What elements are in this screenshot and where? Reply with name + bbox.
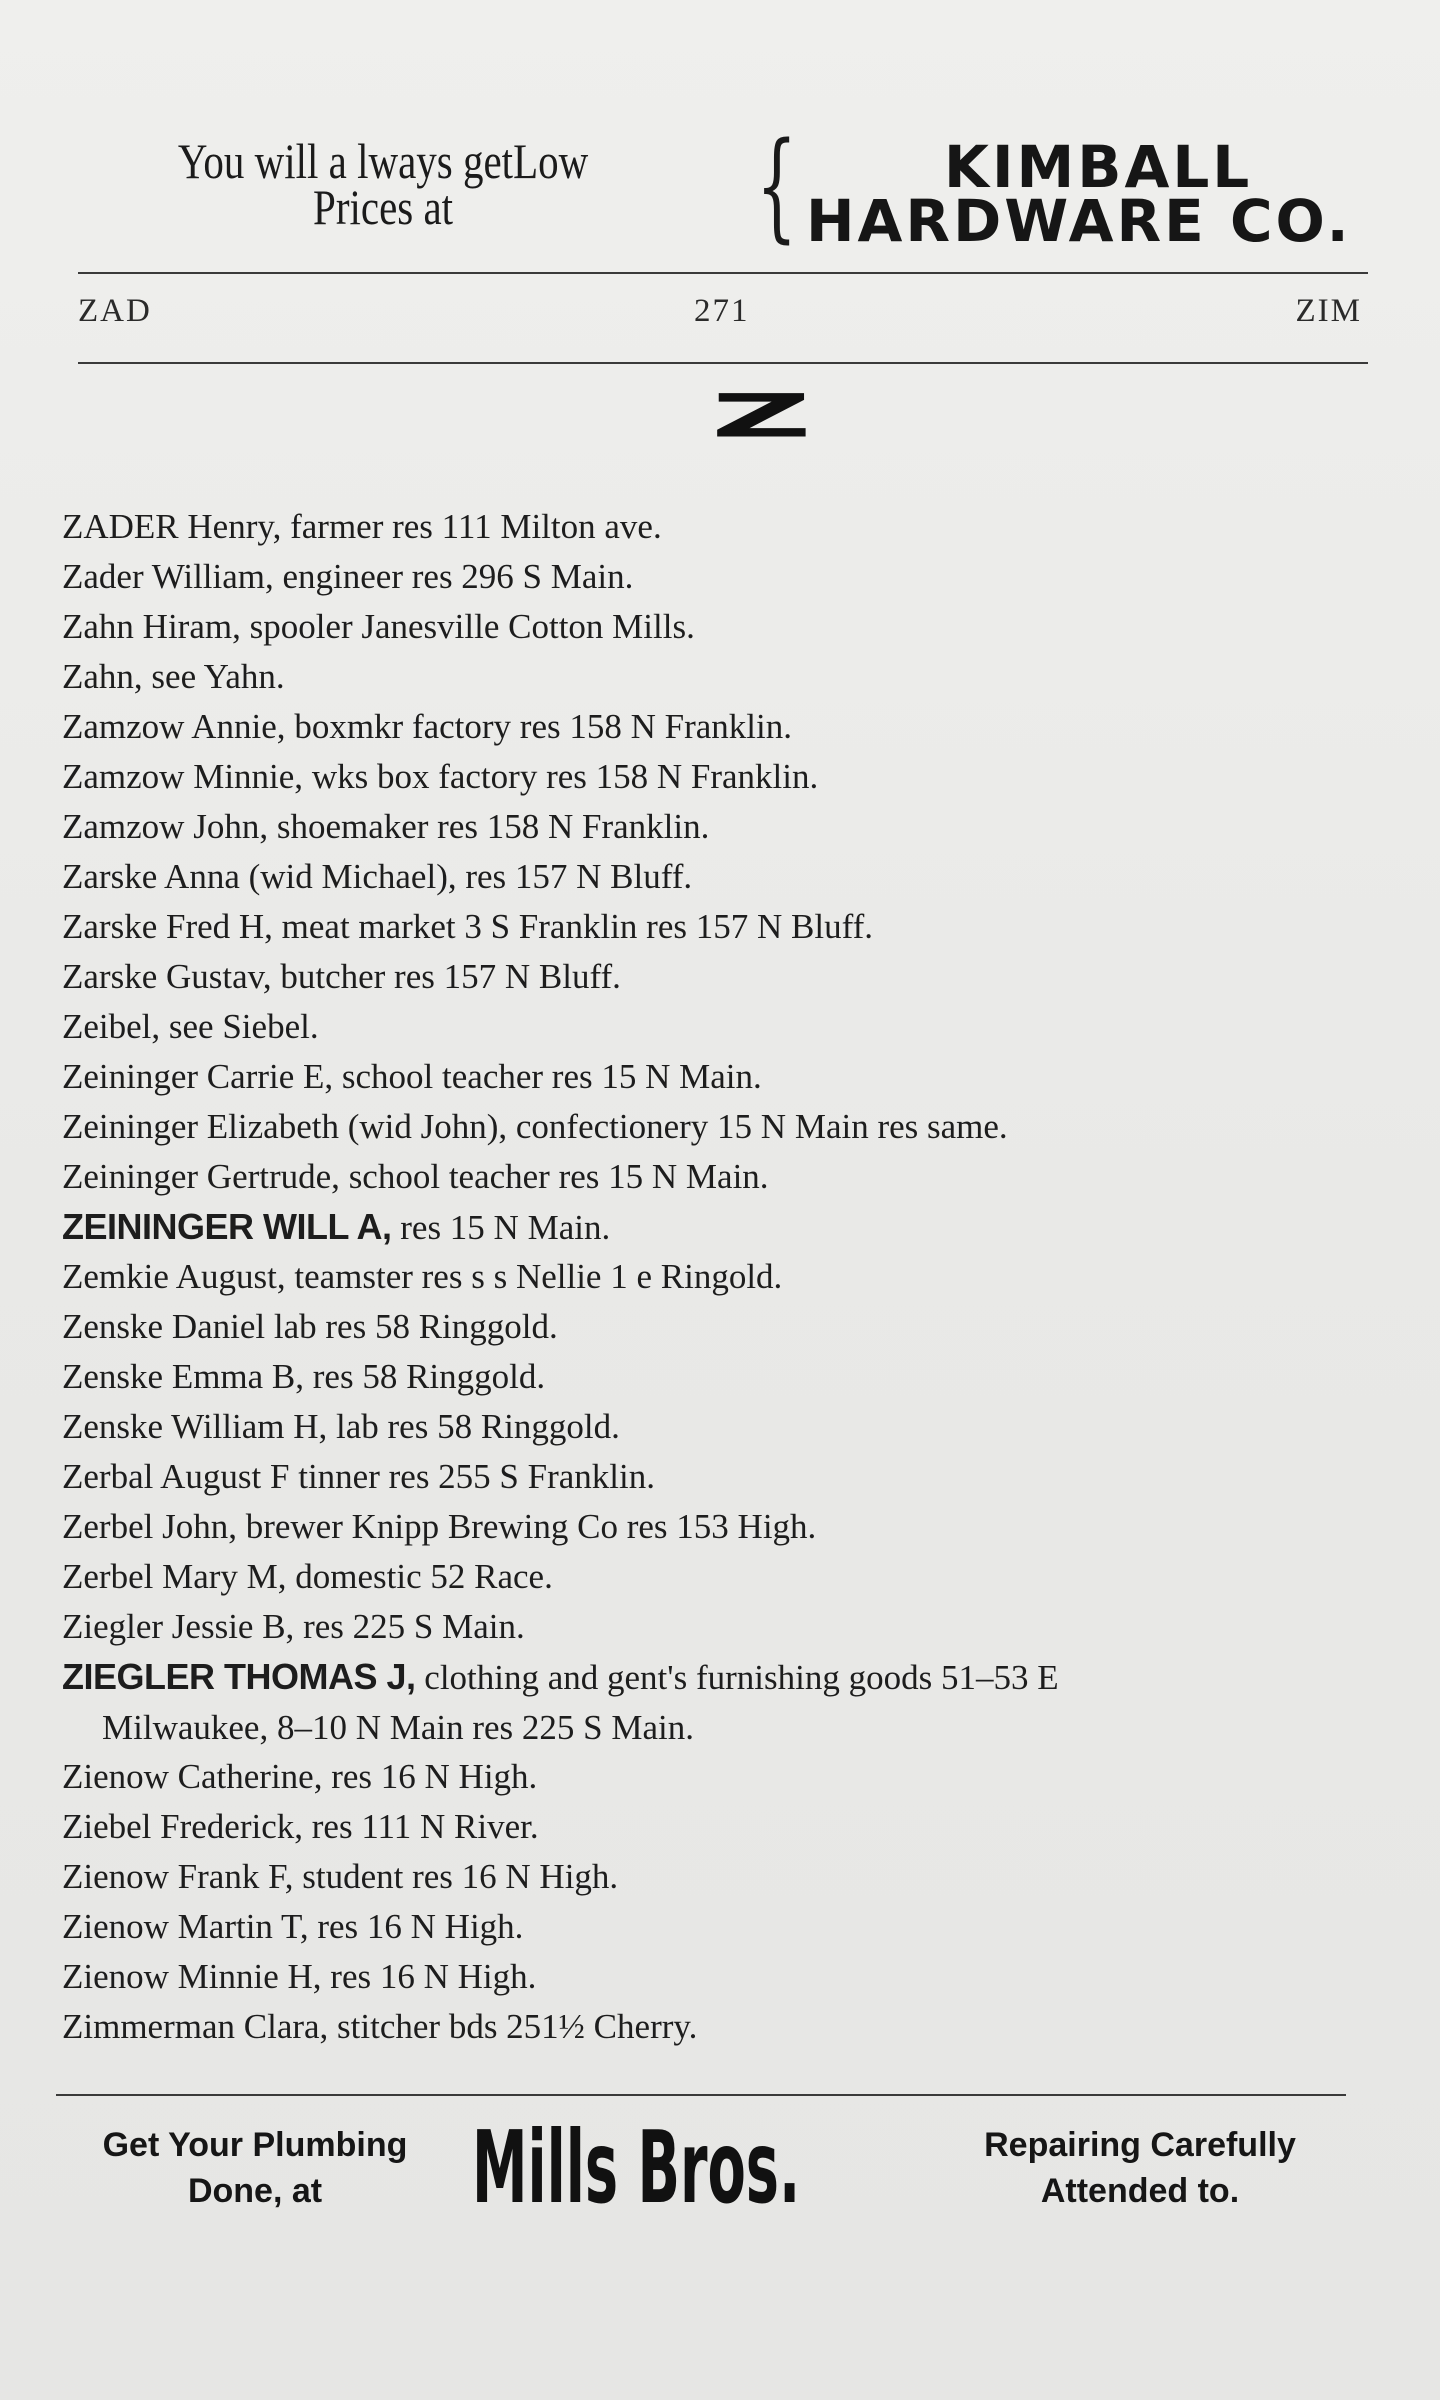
entry-name: Zamzow Annie,: [62, 707, 286, 746]
entry-name: ZIEGLER THOMAS J,: [62, 1656, 416, 1697]
entry-name: Zemkie August,: [62, 1257, 286, 1296]
directory-entry: [62, 1352, 1362, 1402]
entry-details: butcher res 157 N Bluff.: [280, 957, 621, 996]
entry-name: ZADER Henry,: [62, 507, 282, 546]
entry-details: (wid Michael), res 157 N Bluff.: [248, 857, 693, 896]
directory-entry: [62, 652, 1362, 702]
top-advertisement: [78, 116, 1368, 262]
entry-name: Zamzow John,: [62, 807, 269, 846]
page-number: 271: [694, 293, 750, 329]
top-ad-slogan: [78, 133, 688, 235]
entry-name: Zienow Frank F,: [62, 1857, 294, 1896]
directory-listings: [62, 502, 1362, 2052]
directory-entry: [62, 1102, 1362, 1152]
entry-details: lab res 58 Ringgold.: [273, 1307, 558, 1346]
directory-entry: [62, 552, 1362, 602]
entry-details: farmer res 111 Milton ave.: [290, 507, 662, 546]
entry-details: meat market 3 S Franklin res 157 N Bluff.: [281, 907, 873, 946]
directory-entry: [62, 752, 1362, 802]
directory-entry: [62, 852, 1362, 902]
entry-continuation: Milwaukee, 8–10 N Main res 225 S Main.: [102, 1708, 695, 1747]
entry-name: Zienow Martin T,: [62, 1907, 309, 1946]
header-rule: [78, 362, 1368, 364]
entry-details: wks box factory res 158 N Franklin.: [311, 757, 819, 796]
entry-details: school teacher res 15 N Main.: [341, 1057, 762, 1096]
entry-details: stitcher bds 251½ Cherry.: [337, 2007, 698, 2046]
top-rule: [78, 272, 1368, 274]
directory-entry: [62, 1952, 1362, 2002]
top-ad-brace: {: [756, 116, 798, 254]
directory-entry: [62, 952, 1362, 1002]
entry-details: brewer Knipp Brewing Co res 153 High.: [245, 1507, 817, 1546]
entry-name: Zamzow Minnie,: [62, 757, 304, 796]
entry-name: Zenske Emma B,: [62, 1357, 305, 1396]
bottom-ad-right-line2: Attended to.: [1040, 2172, 1240, 2210]
bottom-ad-brand: Mills Bros.: [472, 2109, 801, 2226]
bottom-ad-right-line1: Repairing Carefully: [984, 2126, 1296, 2164]
running-header: [78, 293, 1368, 333]
entry-details: res 58 Ringgold.: [312, 1357, 546, 1396]
directory-entry: [62, 602, 1362, 652]
directory-entry: [62, 1052, 1362, 1102]
top-ad-brand-line2: HARDWARE CO.: [806, 187, 1352, 255]
entry-details: school teacher res 15 N Main.: [348, 1157, 769, 1196]
directory-entry: [62, 902, 1362, 952]
entry-name: Zerbal August F: [62, 1457, 290, 1496]
bottom-ad-left-line1: Get Your Plumbing: [102, 2126, 408, 2164]
entry-name: Zahn Hiram,: [62, 607, 241, 646]
running-header-right: ZIM: [1295, 293, 1362, 329]
entry-name: Zerbel John,: [62, 1507, 237, 1546]
entry-details: res 15 N Main.: [400, 1208, 611, 1247]
directory-entry: [62, 1302, 1362, 1352]
directory-entry: [62, 1152, 1362, 1202]
entry-name: ZEININGER WILL A,: [62, 1206, 392, 1247]
entry-details: engineer res 296 S Main.: [282, 557, 634, 596]
directory-entry: [62, 702, 1362, 752]
directory-entry: [62, 2002, 1362, 2052]
entry-details: res 111 N River.: [311, 1807, 539, 1846]
entry-details: res 16 N High.: [331, 1757, 538, 1796]
entry-name: Zenske Daniel: [62, 1307, 266, 1346]
entry-name: Zienow Catherine,: [62, 1757, 323, 1796]
top-ad-slogan-line1: You will a lways getLow: [177, 133, 589, 189]
section-letter: Z: [710, 381, 812, 451]
bottom-advertisement: [50, 2108, 1350, 2238]
entry-name: Zienow Minnie H,: [62, 1957, 322, 1996]
top-ad-brand-line1: KIMBALL: [944, 133, 1253, 201]
entry-details: boxmkr factory res 158 N Franklin.: [294, 707, 792, 746]
directory-entry: [62, 1602, 1362, 1652]
entry-name: Zeininger Elizabeth: [62, 1107, 339, 1146]
entry-details: domestic 52 Race.: [295, 1557, 553, 1596]
entry-name: Zerbel Mary M,: [62, 1557, 287, 1596]
directory-entry: [62, 1852, 1362, 1902]
directory-entry: [62, 1202, 1362, 1252]
entry-details: see Yahn.: [151, 657, 285, 696]
entry-name: Zarske Gustav,: [62, 957, 272, 996]
directory-entry: [62, 1652, 1362, 1752]
entry-name: Zarske Anna: [62, 857, 240, 896]
bottom-ad-left-line2: Done, at: [187, 2172, 323, 2210]
entry-details: res 225 S Main.: [303, 1607, 525, 1646]
bottom-rule: [56, 2094, 1346, 2096]
entry-details: tinner res 255 S Franklin.: [298, 1457, 656, 1496]
entry-details: spooler Janesville Cotton Mills.: [249, 607, 695, 646]
entry-details: lab res 58 Ringgold.: [336, 1407, 620, 1446]
directory-entry: [62, 1752, 1362, 1802]
entry-details: see Siebel.: [168, 1007, 319, 1046]
entry-details: shoemaker res 158 N Franklin.: [276, 807, 710, 846]
directory-entry: [62, 1552, 1362, 1602]
bottom-ad-right-text: [930, 2122, 1350, 2214]
entry-name: Zarske Fred H,: [62, 907, 273, 946]
entry-details: clothing and gent's furnishing goods 51–53 E: [424, 1658, 1059, 1697]
directory-entry: [62, 1252, 1362, 1302]
entry-name: Zader William,: [62, 557, 274, 596]
entry-details: res 16 N High.: [330, 1957, 537, 1996]
entry-name: Ziebel Frederick,: [62, 1807, 304, 1846]
entry-name: Zeininger Gertrude,: [62, 1157, 340, 1196]
entry-name: Zeininger Carrie E,: [62, 1057, 334, 1096]
directory-entry: [62, 1902, 1362, 1952]
directory-entry: [62, 1452, 1362, 1502]
directory-entry: [62, 502, 1362, 552]
entry-name: Ziegler Jessie B,: [62, 1607, 295, 1646]
entry-name: Zenske William H,: [62, 1407, 328, 1446]
entry-details: res 16 N High.: [317, 1907, 524, 1946]
directory-entry: [62, 1002, 1362, 1052]
directory-entry: [62, 1502, 1362, 1552]
entry-details: student res 16 N High.: [302, 1857, 619, 1896]
entry-name: Zimmerman Clara,: [62, 2007, 329, 2046]
entry-details: (wid John), confectionery 15 N Main res same.: [347, 1107, 1008, 1146]
running-header-left: ZAD: [78, 293, 152, 329]
top-ad-slogan-line2: Prices at: [313, 179, 454, 235]
entry-name: Zahn,: [62, 657, 143, 696]
directory-entry: [62, 1802, 1362, 1852]
entry-details: teamster res s s Nellie 1 e Ringold.: [294, 1257, 783, 1296]
bottom-ad-left-text: [50, 2122, 460, 2214]
directory-entry: [62, 1402, 1362, 1452]
top-ad-brand: [806, 133, 1352, 255]
entry-name: Zeibel,: [62, 1007, 161, 1046]
directory-entry: [62, 802, 1362, 852]
